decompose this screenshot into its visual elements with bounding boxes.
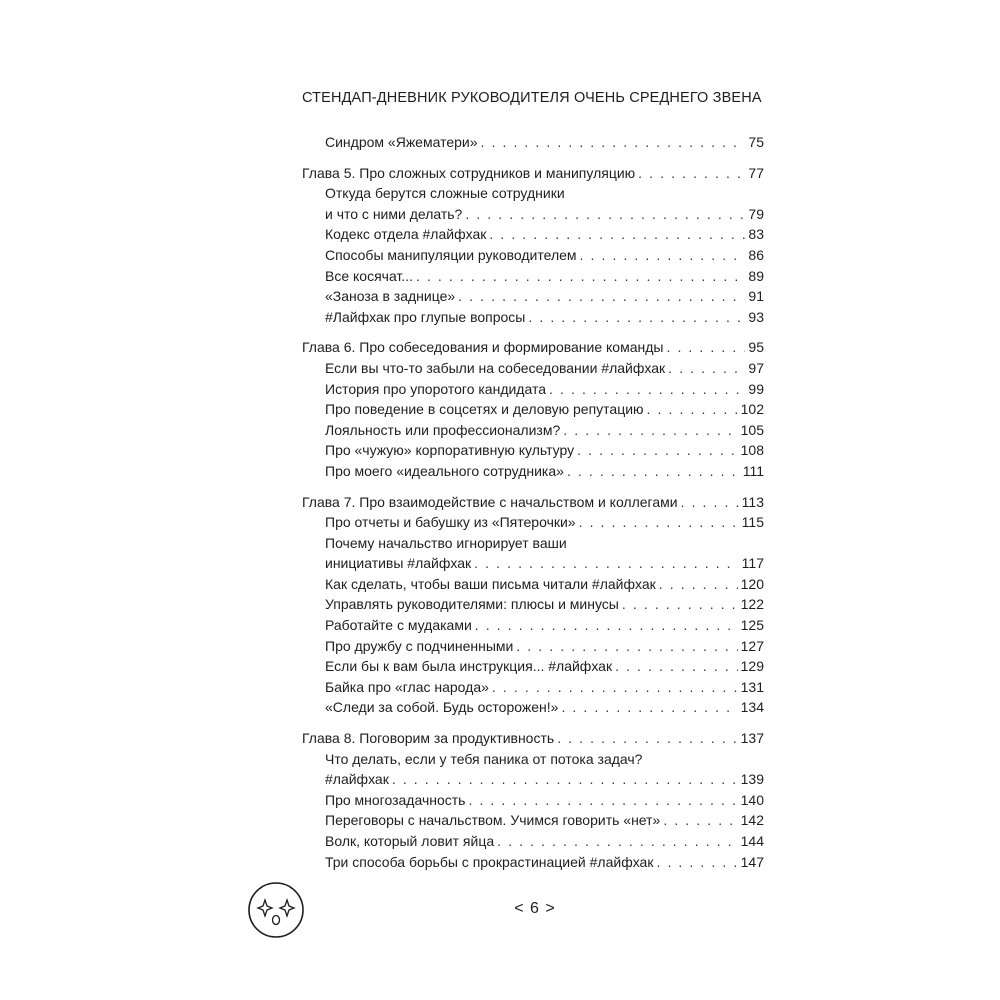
toc-entry-page: 137 (740, 730, 764, 747)
toc-entry (325, 379, 764, 400)
dot-leader (666, 337, 745, 358)
toc-entry-title-line1: Откуда берутся сложные сотрудники (325, 185, 565, 202)
toc-entry-title: Как сделать, чтобы ваши письма читали #лайфхак (325, 575, 656, 592)
dot-leader (492, 677, 738, 698)
table-of-contents (302, 132, 764, 872)
dot-leader (416, 266, 745, 287)
toc-entry-page: 79 (748, 205, 764, 222)
toc-entry-title-line1: Почему начальство игнорирует ваши (325, 534, 567, 551)
toc-entry-title: Кодекс отдела #лайфхак (325, 226, 487, 243)
toc-entry-page: 139 (740, 771, 764, 788)
dot-leader (561, 697, 737, 718)
toc-entry-page: 105 (740, 421, 764, 438)
toc-entry-page: 97 (748, 359, 764, 376)
toc-entry-title: Про моего «идеального сотрудника» (325, 462, 564, 479)
dot-leader (656, 852, 737, 873)
dot-leader (468, 790, 737, 811)
toc-entry-page: 131 (740, 678, 764, 695)
dot-leader (659, 574, 738, 595)
toc-entry-title: Про дружбу с подчиненными (325, 637, 514, 654)
dot-leader (392, 769, 738, 790)
toc-entry-page: 147 (740, 853, 764, 870)
toc-entry-title: #лайфхак (325, 771, 389, 788)
dot-leader (681, 492, 739, 513)
toc-entry (325, 810, 764, 831)
toc-entry-title: Про «чужую» корпоративную культуру (325, 442, 575, 459)
toc-entry-page: 117 (741, 555, 764, 572)
toc-entry (325, 790, 764, 811)
toc-entry-title: Способы манипуляции руководителем (325, 246, 577, 263)
toc-entry (325, 286, 764, 307)
toc-entry-title: Работайте с мудаками (325, 617, 472, 634)
toc-entry (325, 358, 764, 379)
toc-chapter (302, 163, 764, 184)
toc-entry-title: Если вы что-то забыли на собеседовании #лайфхак (325, 359, 666, 376)
dot-leader (549, 379, 745, 400)
toc-entry-page: 127 (740, 637, 764, 654)
toc-entry (325, 533, 764, 574)
dot-leader (481, 132, 746, 153)
toc-entry-title: История про упоротого кандидата (325, 380, 546, 397)
toc-entry (325, 512, 764, 533)
dot-leader (647, 399, 738, 420)
dot-leader (489, 224, 745, 245)
toc-entry-page: 129 (740, 658, 764, 675)
toc-entry-page: 125 (740, 617, 764, 634)
toc-entry-title: инициативы #лайфхак (325, 555, 472, 572)
toc-entry-page: 134 (740, 699, 764, 716)
toc-entry-page: 115 (741, 514, 764, 531)
dot-leader (474, 553, 739, 574)
toc-entry-title: Глава 5. Про сложных сотрудников и манипуляцию (302, 164, 636, 181)
toc-entry-page: 93 (748, 308, 764, 325)
toc-entry-title: Переговоры с начальством. Учимся говорить «нет» (325, 812, 661, 829)
dot-leader (458, 286, 745, 307)
toc-entry (325, 399, 764, 420)
dot-leader (622, 594, 738, 615)
toc-entry-page: 140 (740, 791, 764, 808)
page-number: < 6 > (514, 900, 556, 917)
toc-entry (325, 697, 764, 718)
toc-entry-page: 86 (748, 246, 764, 263)
toc-entry-title: #Лайфхак про глупые вопросы (325, 308, 526, 325)
dot-leader (465, 204, 745, 225)
toc-entry-page: 75 (748, 134, 764, 150)
toc-entry-page: 113 (741, 493, 764, 510)
toc-entry-title: Волк, который ловит яйца (325, 833, 495, 849)
toc-entry-title: Глава 8. Поговорим за продуктивность (302, 730, 555, 747)
face-emblem-icon (246, 880, 306, 940)
running-header: СТЕНДАП-ДНЕВНИК РУКОВОДИТЕЛЯ ОЧЕНЬ СРЕДНЕГО ЗВЕНА (302, 90, 762, 106)
dot-leader (579, 512, 739, 533)
toc-entry (325, 749, 764, 790)
toc-entry-title: Управлять руководителями: плюсы и минусы (325, 596, 619, 613)
toc-entry (325, 594, 764, 615)
toc-entry-title: Лояльность или профессионализм? (325, 421, 561, 438)
toc-entry-title: «Следи за собой. Будь осторожен!» (325, 699, 559, 716)
toc-entry-title: Про отчеты и бабушку из «Пятерочки» (325, 514, 576, 531)
dot-leader (577, 440, 738, 461)
toc-entry-title: Синдром «Яжематери» (325, 134, 478, 150)
toc-entry-title: Глава 7. Про взаимодействие с начальством и коллегами (302, 493, 678, 510)
toc-entry-page: 120 (740, 575, 764, 592)
toc-entry-page: 77 (748, 164, 764, 181)
toc-entry-page: 142 (740, 812, 764, 829)
toc-entry (325, 440, 764, 461)
toc-entry-title: «Заноза в заднице» (325, 288, 456, 305)
toc-entry (325, 183, 764, 224)
toc-entry (325, 420, 764, 441)
toc-entry-title: Байка про «глас народа» (325, 678, 489, 695)
dot-leader (668, 358, 745, 379)
dot-leader (475, 615, 738, 636)
toc-entry (325, 656, 764, 677)
toc-entry-title: Про многозадачность (325, 791, 466, 808)
toc-entry (325, 224, 764, 245)
toc-entry-page: 108 (740, 442, 764, 459)
toc-entry (325, 831, 764, 852)
toc-entry (325, 266, 764, 287)
toc-entry (325, 132, 764, 153)
dot-leader (497, 831, 738, 852)
toc-entry-title: Все косячат... (325, 267, 413, 284)
toc-entry-page: 111 (742, 462, 764, 479)
toc-entry-title: Про поведение в соцсетях и деловую репутацию (325, 401, 644, 418)
toc-entry (325, 636, 764, 657)
toc-entry-title: Глава 6. Про собеседования и формирование команды (302, 339, 664, 356)
toc-entry (325, 677, 764, 698)
toc-entry (325, 852, 764, 873)
toc-entry-page: 83 (748, 226, 764, 243)
toc-entry-page: 122 (740, 596, 764, 613)
toc-entry (325, 461, 764, 482)
dot-leader (567, 461, 740, 482)
dot-leader (663, 810, 737, 831)
toc-entry (325, 307, 764, 328)
toc-entry-page: 89 (748, 267, 764, 284)
dot-leader (516, 636, 737, 657)
toc-chapter (302, 492, 764, 513)
dot-leader (615, 656, 738, 677)
dot-leader (563, 420, 737, 441)
toc-entry-title-line1: Что делать, если у тебя паника от потока задач? (325, 750, 643, 767)
toc-entry-title: Три способа борьбы с прокрастинацией #лайфхак (325, 853, 654, 870)
toc-entry-page: 95 (748, 339, 764, 356)
dot-leader (638, 163, 745, 184)
dot-leader (528, 307, 745, 328)
dot-leader (557, 728, 737, 749)
toc-entry-page: 102 (740, 401, 764, 418)
toc-chapter (302, 337, 764, 358)
toc-entry (325, 245, 764, 266)
toc-entry-title: и что с ними делать? (325, 205, 463, 222)
toc-chapter (302, 728, 764, 749)
toc-entry-page: 91 (748, 288, 764, 305)
toc-entry (325, 574, 764, 595)
toc-entry-title: Если бы к вам была инструкция... #лайфхак (325, 658, 613, 675)
dot-leader (580, 245, 746, 266)
toc-entry-page: 144 (740, 833, 764, 849)
toc-entry (325, 615, 764, 636)
toc-entry-page: 99 (748, 380, 764, 397)
